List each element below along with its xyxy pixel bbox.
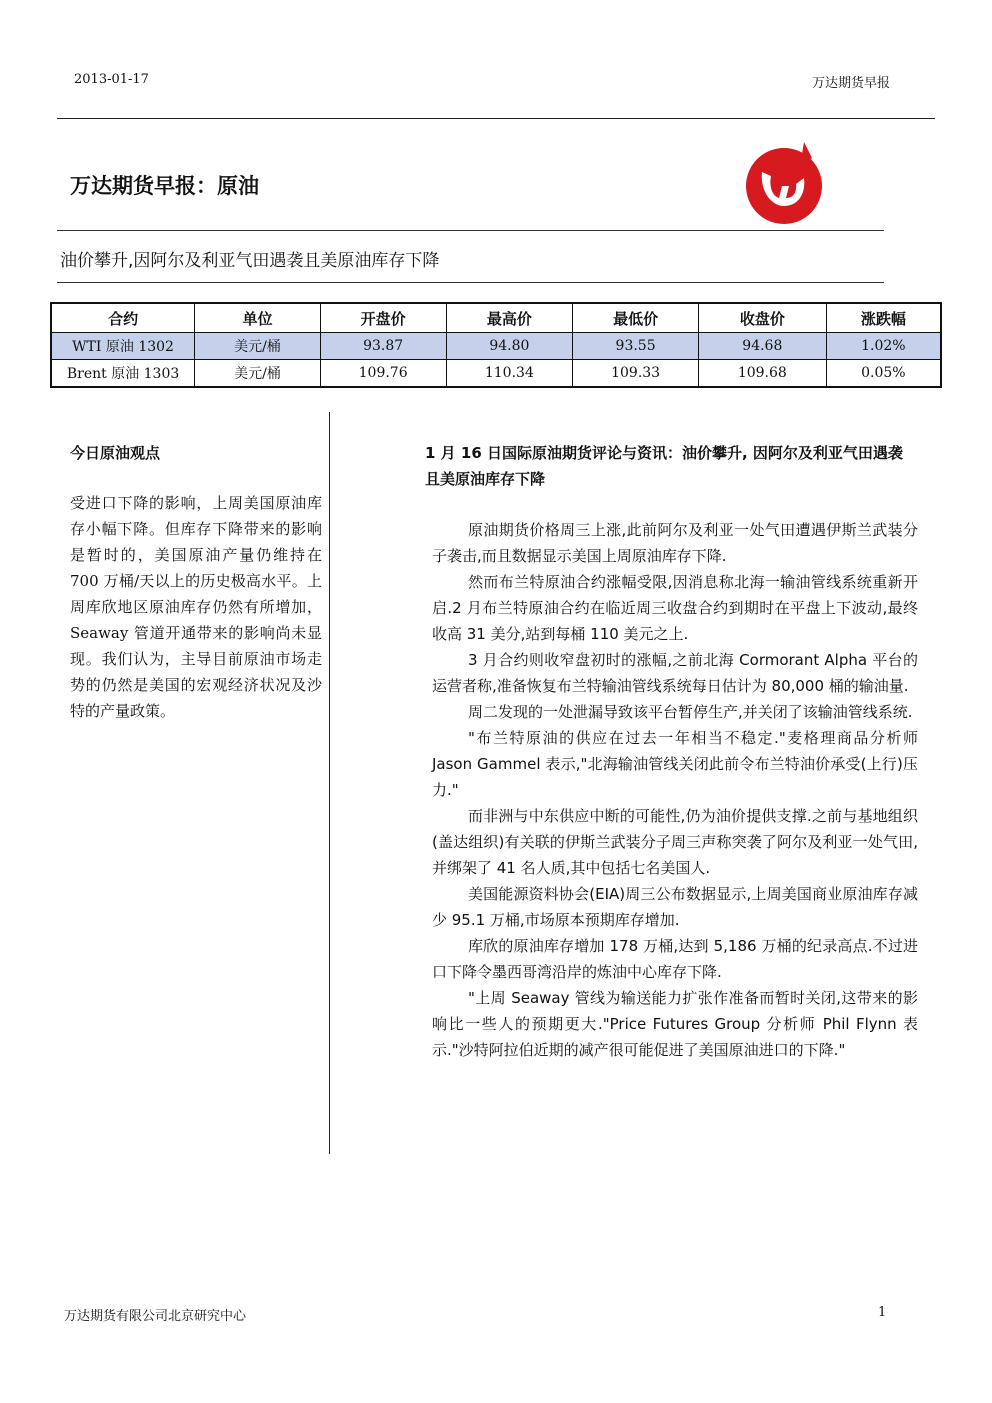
page-title: 万达期货早报：原油: [70, 174, 259, 198]
outlook-heading: 今日原油观点: [70, 444, 161, 462]
footer-company: 万达期货有限公司北京研究中心: [64, 1309, 247, 1324]
cell-unit: 美元/桶: [195, 333, 321, 360]
headline-divider: [57, 282, 884, 283]
cell-unit: 美元/桶: [195, 360, 321, 388]
table-row: [51, 333, 941, 360]
cell-change: 1.02%: [826, 333, 941, 360]
header-brand: 万达期货早报: [812, 76, 891, 91]
cell-open: 93.87: [320, 333, 446, 360]
cell-high: 94.80: [446, 333, 573, 360]
outlook-body: 受进口下降的影响，上周美国原油库存小幅下降。但库存下降带来的影响是暂时的，美国原油产量仍维持在 700 万桶/天以上的历史极高水平。上周库欣地区原油库存仍然有所增加，Seaway 管道开通带来的影响尚未显现。我们认为，主导目前原油市场走势的仍然是美国的宏观经济状况及沙特的产量政策。: [70, 494, 322, 720]
news-heading: 1 月 16 日国际原油期货评论与资讯：油价攀升, 因阿尔及利亚气田遇袭且美原油库存下降: [425, 444, 903, 488]
headline: 油价攀升,因阿尔及利亚气田遇袭且美原油库存下降: [60, 251, 440, 271]
page-number: 1: [878, 1305, 887, 1320]
cell-contract: WTI 原油 1302: [51, 333, 195, 360]
col-high: 最高价: [446, 303, 573, 333]
table-row: [51, 360, 941, 388]
news-paragraph: 库欣的原油库存增加 178 万桶,达到 5,186 万桶的纪录高点.不过进口下降令墨西哥湾沿岸的炼油中心库存下降.: [432, 937, 918, 981]
news-paragraph: 而非洲与中东供应中断的可能性,仍为油价提供支撑.之前与基地组织(盖达组织)有关联的伊斯兰武装分子周三声称突袭了阿尔及利亚一处气田,并绑架了 41 名人质,其中包括七名美国人.: [432, 807, 918, 877]
header-divider: [57, 118, 935, 119]
cell-high: 110.34: [446, 360, 573, 388]
news-body: [432, 517, 918, 1063]
table-header-row: [51, 303, 941, 333]
col-unit: 单位: [195, 303, 321, 333]
news-paragraph: 美国能源资料协会(EIA)周三公布数据显示,上周美国商业原油库存减少 95.1 万桶,市场原本预期库存增加.: [432, 885, 918, 929]
title-divider: [57, 230, 884, 231]
news-paragraph: 原油期货价格周三上涨,此前阿尔及利亚一处气田遭遇伊斯兰武装分子袭击,而且数据显示美国上周原油库存下降.: [432, 521, 918, 565]
header-date: 2013-01-17: [74, 72, 149, 87]
price-table: [50, 302, 942, 388]
col-change: 涨跌幅: [826, 303, 941, 333]
cell-contract: Brent 原油 1303: [51, 360, 195, 388]
cell-open: 109.76: [320, 360, 446, 388]
news-paragraph: 3 月合约则收窄盘初时的涨幅,之前北海 Cormorant Alpha 平台的运营者称,准备恢复布兰特输油管线系统每日估计为 80,000 桶的输油量.: [432, 651, 918, 695]
col-close: 收盘价: [698, 303, 826, 333]
news-paragraph: "上周 Seaway 管线为输送能力扩张作准备而暂时关闭,这带来的影响比一些人的预期更大."Price Futures Group 分析师 Phil Flynn 表示."沙特阿拉伯近期的减产很可能促进了美国原油进口的下降.": [432, 989, 918, 1059]
col-open: 开盘价: [320, 303, 446, 333]
cell-close: 94.68: [698, 333, 826, 360]
news-paragraph: 然而布兰特原油合约涨幅受限,因消息称北海一输油管线系统重新开启.2 月布兰特原油合约在临近周三收盘合约到期时在平盘上下波动,最终收高 31 美分,站到每桶 110 美元之上.: [432, 573, 918, 643]
news-paragraph: "布兰特原油的供应在过去一年相当不稳定."麦格理商品分析师 Jason Gammel 表示,"北海输油管线关闭此前令布兰特油价承受(上行)压力.": [432, 729, 918, 799]
column-divider: [329, 412, 330, 1154]
col-low: 最低价: [573, 303, 699, 333]
cell-close: 109.68: [698, 360, 826, 388]
cell-low: 109.33: [573, 360, 699, 388]
wanda-logo-icon: [742, 140, 828, 226]
cell-low: 93.55: [573, 333, 699, 360]
cell-change: 0.05%: [826, 360, 941, 388]
news-paragraph: 周二发现的一处泄漏导致该平台暂停生产,并关闭了该输油管线系统.: [468, 703, 913, 721]
col-contract: 合约: [51, 303, 195, 333]
